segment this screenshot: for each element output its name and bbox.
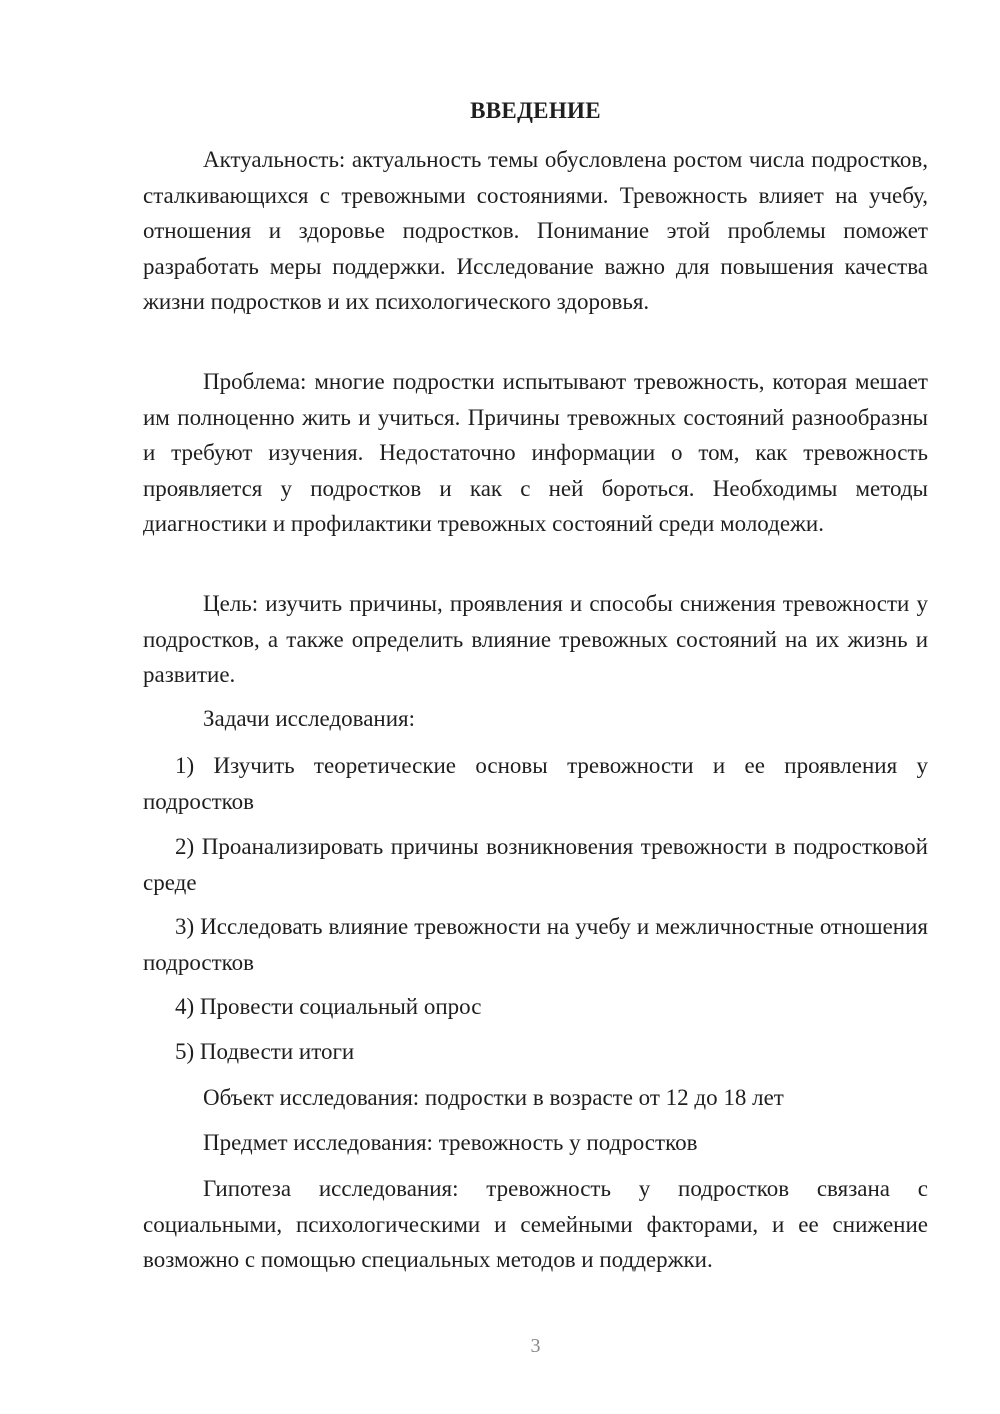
task-item-4: 4) Провести социальный опрос [175, 994, 482, 1019]
document-page [143, 0, 928, 1414]
paragraph-goal: Цель: изучить причины, проявления и способы снижения тревожности у подростков, а также определить влияние тревожных состояний на их жизнь и развитие. [143, 591, 928, 687]
tasks-heading: Задачи исследования: [203, 706, 416, 731]
paragraph-relevance: Актуальность: актуальность темы обусловлена ростом числа подростков, сталкивающихся с тревожными состояниями. Тревожность влияет на учебу, отношения и здоровье подростков. Понимание этой проблемы поможет разработать меры поддержки. Исследование важно для повышения качества жизни подростков и их психологического здоровья. [143, 147, 928, 314]
task-item-3: 3) Исследовать влияние тревожности на учебу и межличностные отношения подростков [143, 914, 928, 975]
paragraph-subject: Предмет исследования: тревожность у подростков [203, 1130, 698, 1155]
paragraph-hypothesis: Гипотеза исследования: тревожность у подростков связана с социальными, психологическими и семейными факторами, и ее снижение возможно с помощью специальных методов и поддержки. [143, 1176, 928, 1272]
page-number: 3 [530, 1335, 541, 1357]
task-item-2: 2) Проанализировать причины возникновения тревожности в подростковой среде [143, 834, 928, 895]
task-item-5: 5) Подвести итоги [175, 1039, 355, 1064]
section-title: ВВЕДЕНИЕ [470, 98, 601, 123]
task-item-1: 1) Изучить теоретические основы тревожности и ее проявления у подростков [143, 753, 928, 814]
paragraph-problem: Проблема: многие подростки испытывают тревожность, которая мешает им полноценно жить и учиться. Причины тревожных состояний разнообразны и требуют изучения. Недостаточно информации о том, как тревожность проявляется у подростков и как с ней бороться. Необходимы методы диагностики и профилактики тревожных состояний среди молодежи. [143, 369, 928, 536]
paragraph-object: Объект исследования: подростки в возрасте от 12 до 18 лет [203, 1085, 784, 1110]
